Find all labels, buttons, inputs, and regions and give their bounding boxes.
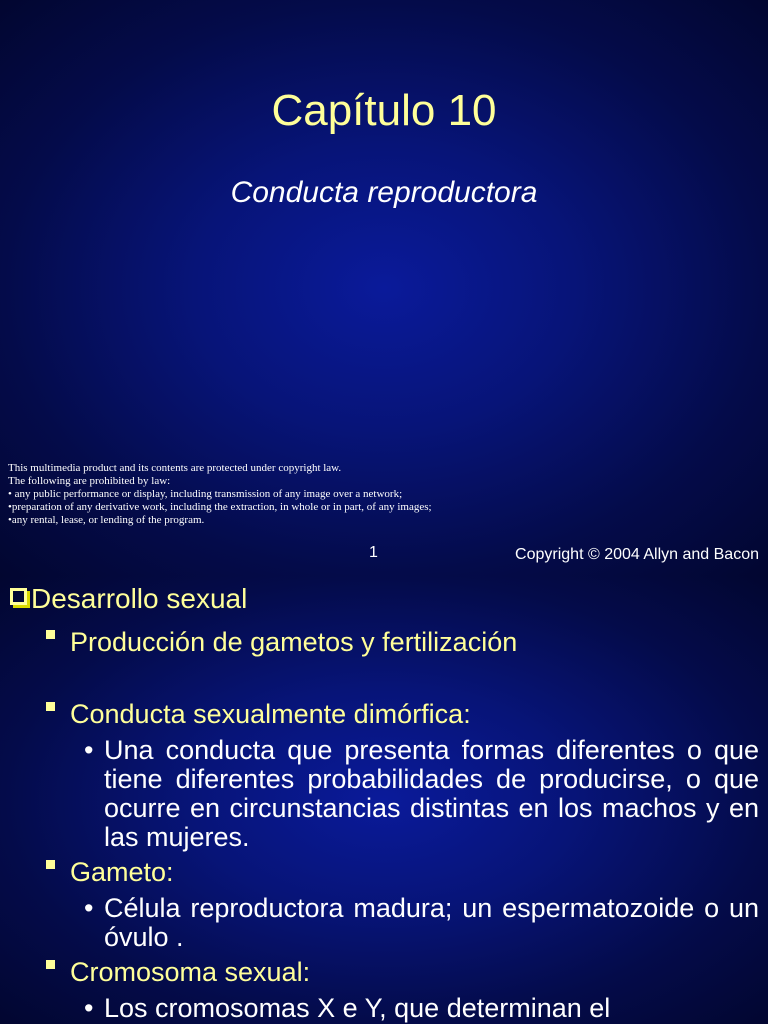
dot-bullet-icon: • (84, 993, 94, 1023)
notice-line: The following are prohibited by law: (8, 475, 171, 487)
list-item-detail (84, 994, 759, 1023)
list-item (46, 626, 517, 658)
square-bullet-icon (46, 702, 55, 711)
copyright-text: Copyright © 2004 Allyn and Bacon (515, 546, 759, 563)
item-label: Producción de gametos y fertilización (70, 627, 518, 657)
detail-text: Los cromosomas X e Y, que determinan el (104, 993, 611, 1023)
detail-text: Una conducta que presenta formas diferentes o que tiene diferentes probabilidades de producirse, o que ocurre en circunstancias distintas en los machos y en las mujeres. (104, 735, 759, 852)
slide-title-heading: Capítulo 10 (271, 86, 497, 135)
list-item (46, 698, 471, 730)
copyright-notice (8, 462, 568, 527)
notice-line: This multimedia product and its contents are protected under copyright law. (8, 462, 342, 474)
square-bullet-icon (46, 630, 55, 639)
square-bullet-icon (46, 860, 55, 869)
heading-text: Desarrollo sexual (31, 583, 248, 614)
list-item-detail (84, 894, 759, 952)
item-label: Conducta sexualmente dimórfica: (70, 699, 471, 729)
list-item (46, 856, 174, 888)
square-bullet-icon (46, 960, 55, 969)
list-item-detail (84, 736, 759, 852)
slide-content (0, 576, 768, 1024)
page-number: 1 (369, 544, 378, 561)
detail-text: Célula reproductora madura; un espermatozoide o un óvulo . (104, 893, 759, 952)
list-item (46, 956, 310, 988)
section-heading (10, 582, 247, 616)
item-label: Gameto: (70, 857, 174, 887)
slide-subtitle: Conducta reproductora (230, 176, 538, 209)
item-label: Cromosoma sexual: (70, 957, 311, 987)
dot-bullet-icon: • (84, 735, 94, 765)
dot-bullet-icon: • (84, 893, 94, 923)
checkbox-bullet-icon (10, 588, 27, 605)
notice-line: •preparation of any derivative work, including the extraction, in whole or in part, of any images; (8, 501, 432, 513)
notice-line: • any public performance or display, including transmission of any image over a network; (8, 488, 403, 500)
notice-line: •any rental, lease, or lending of the program. (8, 514, 205, 526)
